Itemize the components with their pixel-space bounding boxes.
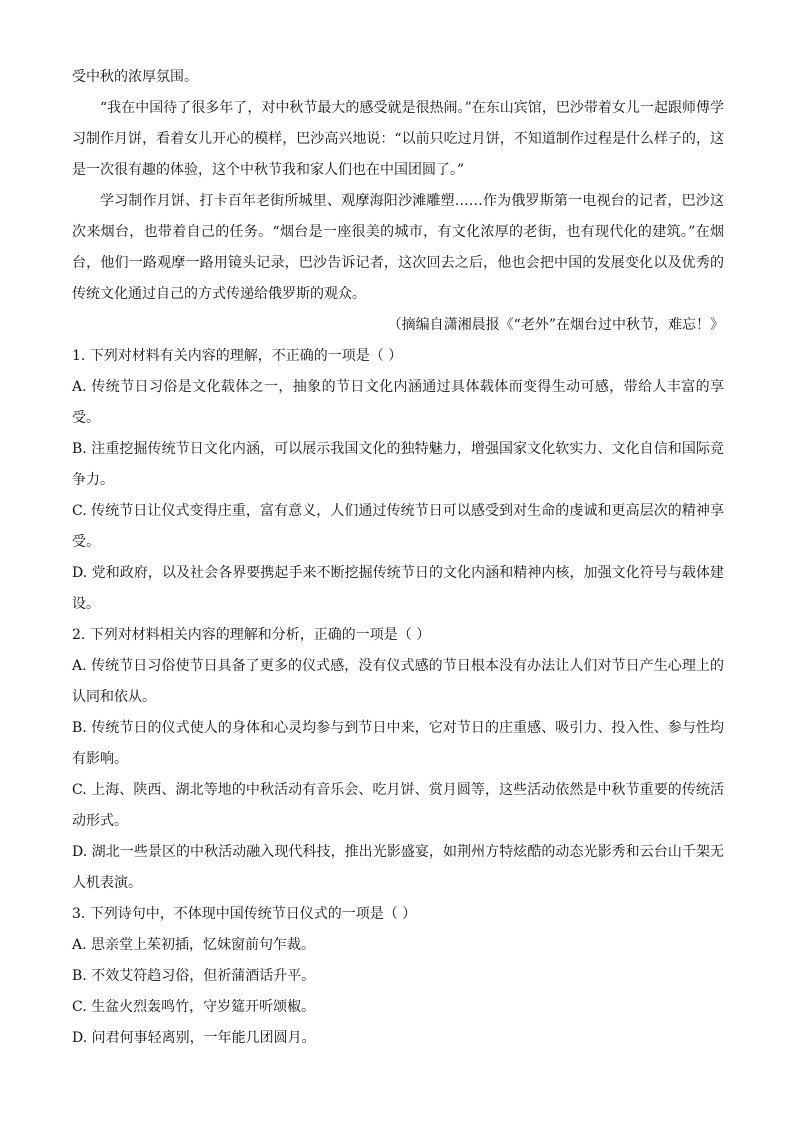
question-3-option-a: A. 思亲堂上茱初插，忆妹窗前句乍裁。 (72, 937, 316, 953)
question-1-option-a: A. 传统节日习俗是文化载体之一，抽象的节日文化内涵通过具体载体而变得生动可感，带给人丰富的享受。 (72, 379, 724, 426)
question-1-option-b: B. 注重挖掘传统节日文化内涵，可以展示我国文化的独特魅力，增强国家文化软实力、文化自信和国际竞争力。 (72, 441, 724, 488)
question-3-option-b: B. 不效艾符趋习俗，但祈蒲酒话升平。 (72, 968, 316, 984)
question-stem-1: 1. 下列对材料有关内容的理解，不正确的一项是（ ） (72, 348, 403, 364)
article-paragraph: 受中秋的浓厚氛围。 (72, 69, 198, 85)
content-column (72, 62, 724, 1054)
question-3-option-c: C. 生盆火烈轰鸣竹，守岁筵开听颂椒。 (72, 999, 316, 1015)
question-2-option-c: C. 上海、陕西、湖北等地的中秋活动有音乐会、吃月饼、赏月圆等，这些活动依然是中秋节重要的传统活动形式。 (72, 782, 724, 829)
question-2-option-b: B. 传统节日的仪式使人的身体和心灵均参与到节日中来，它对节日的庄重感、吸引力、投入性、参与性均有影响。 (72, 720, 724, 767)
question-1-option-c: C. 传统节日让仪式变得庄重，富有意义，人们通过传统节日可以感受到对生命的虔诚和更高层次的精神享受。 (72, 503, 724, 550)
question-stem-3: 3. 下列诗句中，不体现中国传统节日仪式的一项是（ ） (72, 906, 417, 922)
article-paragraph: 学习制作月饼、打卡百年老街所城里、观摩海阳沙滩雕塑……作为俄罗斯第一电视台的记者，巴沙这次来烟台，也带着自己的任务。“烟台是一座很美的城市，有文化浓厚的老街，也有现代化的建筑。”在烟台，他们一路观摩一路用镜头记录，巴沙告诉记者，这次回去之后，他也会把中国的发展变化以及优秀的传统文化通过自己的方式传递给俄罗斯的观众。 (72, 193, 724, 302)
article-source: （摘编自潇湘晨报《“老外”在烟台过中秋节，难忘！》 (387, 317, 724, 333)
question-2-option-a: A. 传统节日习俗使节日具备了更多的仪式感，没有仪式感的节日根本没有办法让人们对节日产生心理上的认同和依从。 (72, 658, 724, 705)
question-2-option-d: D. 湖北一些景区的中秋活动融入现代科技，推出光影盛宴，如荆州方特炫酷的动态光影秀和云台山千架无人机表演。 (72, 844, 724, 891)
question-3-option-d: D. 问君何事轻离别，一年能几团圆月。 (72, 1030, 316, 1046)
article-paragraph: “我在中国待了很多年了，对中秋节最大的感受就是很热闹。”在东山宾馆，巴沙带着女儿一起跟师傅学习制作月饼，看着女儿开心的模样，巴沙高兴地说：“以前只吃过月饼，不知道制作过程是什么样子的，这是一次很有趣的体验，这个中秋节我和家人们也在中国团圆了。” (72, 100, 724, 178)
question-1-option-d: D. 党和政府，以及社会各界要携起手来不断挖掘传统节日的文化内涵和精神内核，加强文化符号与载体建设。 (72, 565, 724, 612)
question-stem-2: 2. 下列对材料相关内容的理解和分析，正确的一项是（ ） (72, 627, 431, 643)
